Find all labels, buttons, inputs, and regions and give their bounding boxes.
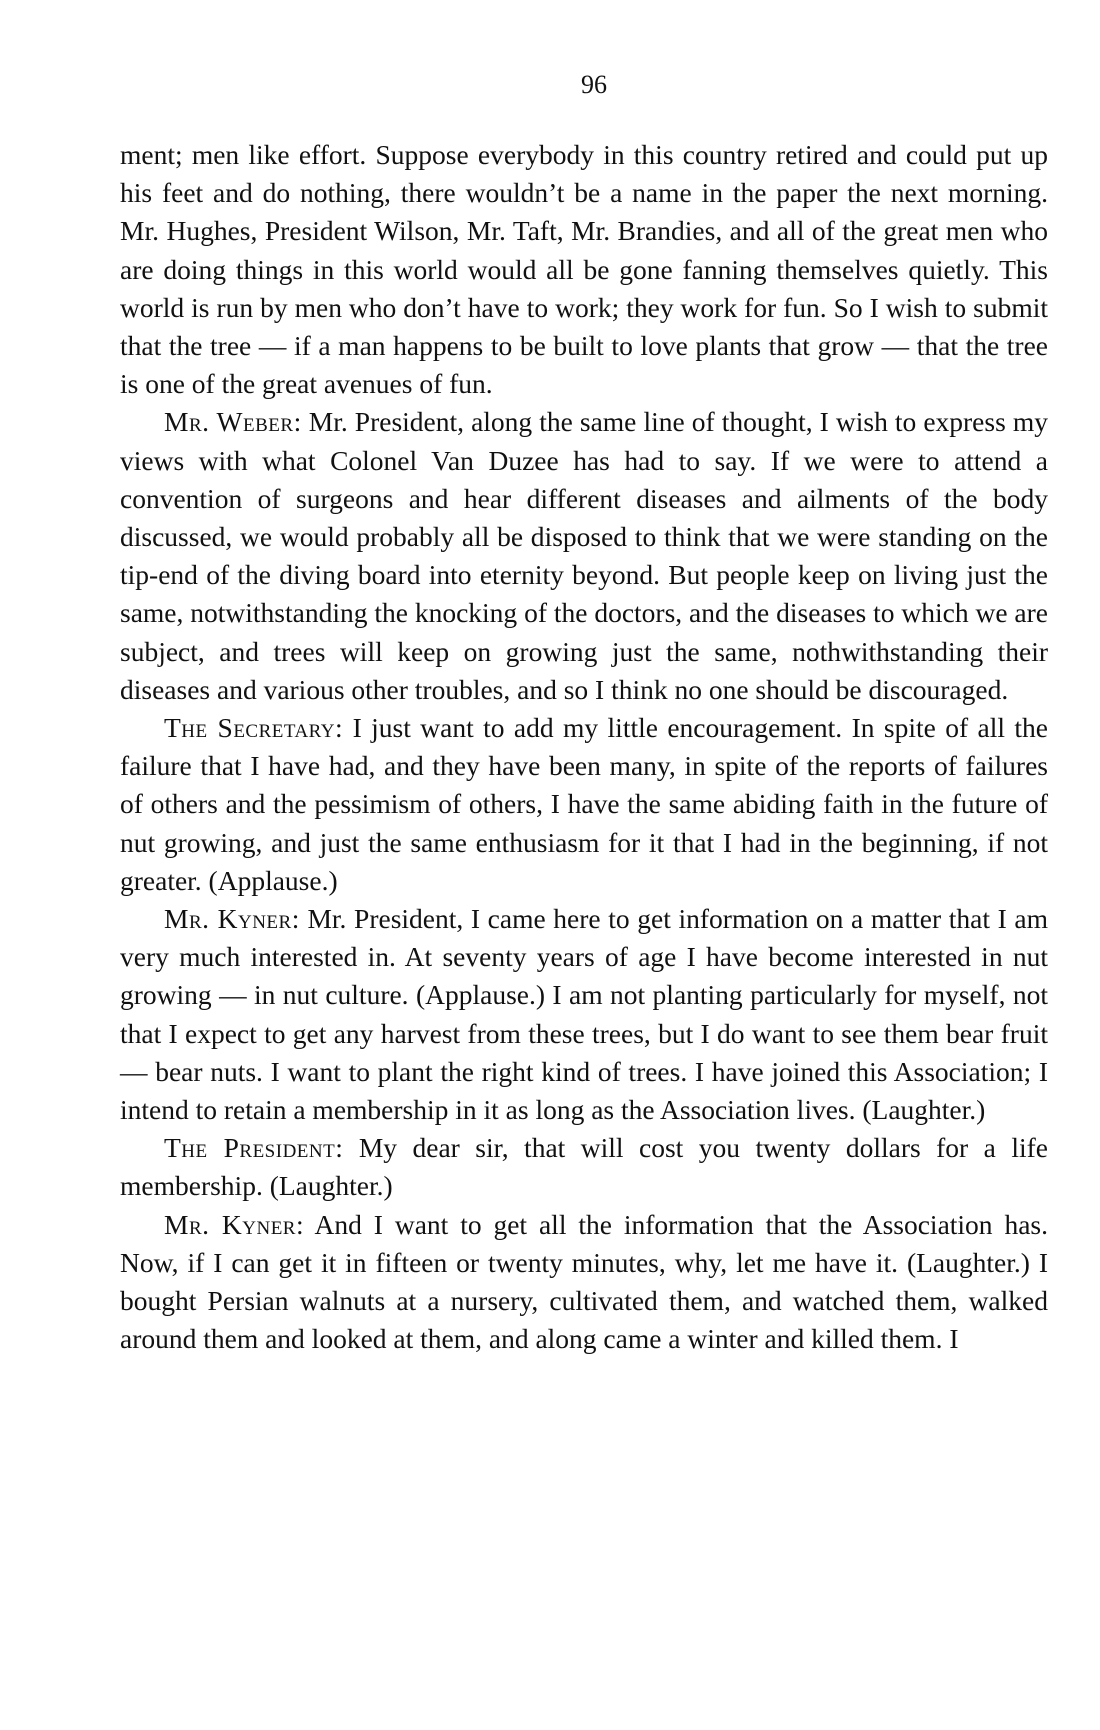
document-page — [120, 70, 1048, 1359]
paragraph-text: Mr. President, along the same line of thought, I wish to express my views with what Colonel Van Duzee has had to say. If we were to attend a convention of surgeons and hear different diseases and ailments of the body discussed, we would probably all be disposed to think that we were standing on the tip-end of the diving board into eternity beyond. But people keep on living just the same, notwithstanding the knocking of the doctors, and the diseases to which we are subject, and trees will keep on growing just the same, nothwithstanding their diseases and various other troubles, and so I think no one should be discouraged. — [120, 406, 1048, 705]
page-number: 96 — [581, 70, 607, 99]
speaker-label: Mr. Weber: — [164, 406, 302, 438]
paragraph-text: And I want to get all the information that the Association has. Now, if I can get it in fifteen or twenty minutes, why, let me have it. (Laughter.) I bought Persian walnuts at a nursery, cultivated them, and watched them, walked around them and looked at them, and along came a winter and killed them. I — [120, 1208, 1048, 1355]
paragraph-text: Mr. President, I came here to get information on a matter that I am very much interested in. At seventy years of age I have become interested in nut growing — in nut culture. (Applause.) I am not planting particularly for myself, not that I expect to get any harvest from these trees, but I do want to see them bear fruit — bear nuts. I want to plant the right kind of trees. I have joined this Association; I intend to retain a membership in it as long as the Association lives. (Laughter.) — [120, 903, 1048, 1126]
paragraph-weber — [120, 403, 1048, 709]
speaker-label: The Secretary: — [164, 712, 344, 744]
paragraph-kyner — [120, 900, 1048, 1129]
speaker-label: Mr. Kyner: — [164, 903, 300, 935]
paragraph-kyner-2 — [120, 1206, 1048, 1359]
paragraph-text: ment; men like effort. Suppose everybody in this country retired and could put up his feet and do nothing, there wouldn’t be a name in the paper the next morning. Mr. Hughes, President Wilson, Mr. Taft, Mr. Brandies, and all of the great men who are doing things in this world would all be gone fanning themselves quietly. This world is run by men who don’t have to work; they work for fun. So I wish to submit that the tree — if a man happens to be built to love plants that grow — that the tree is one of the great avenues of fun. — [120, 139, 1048, 400]
paragraph-president — [120, 1129, 1048, 1205]
paragraph-continuation — [120, 136, 1048, 403]
paragraph-text: My dear sir, that will cost you twenty dollars for a life membership. (Laughter.) — [120, 1132, 1049, 1202]
paragraph-text: I just want to add my little encouragement. In spite of all the failure that I have had, and they have been many, in spite of the reports of failures of others and the pessimism of others, I have the same abiding faith in the future of nut growing, and just the same enthusiasm for it that I had in the beginning, if not greater. (Applause.) — [120, 712, 1049, 896]
speaker-label: Mr. Kyner: — [164, 1208, 305, 1240]
speaker-label: The President: — [164, 1132, 344, 1164]
paragraph-secretary — [120, 709, 1048, 900]
